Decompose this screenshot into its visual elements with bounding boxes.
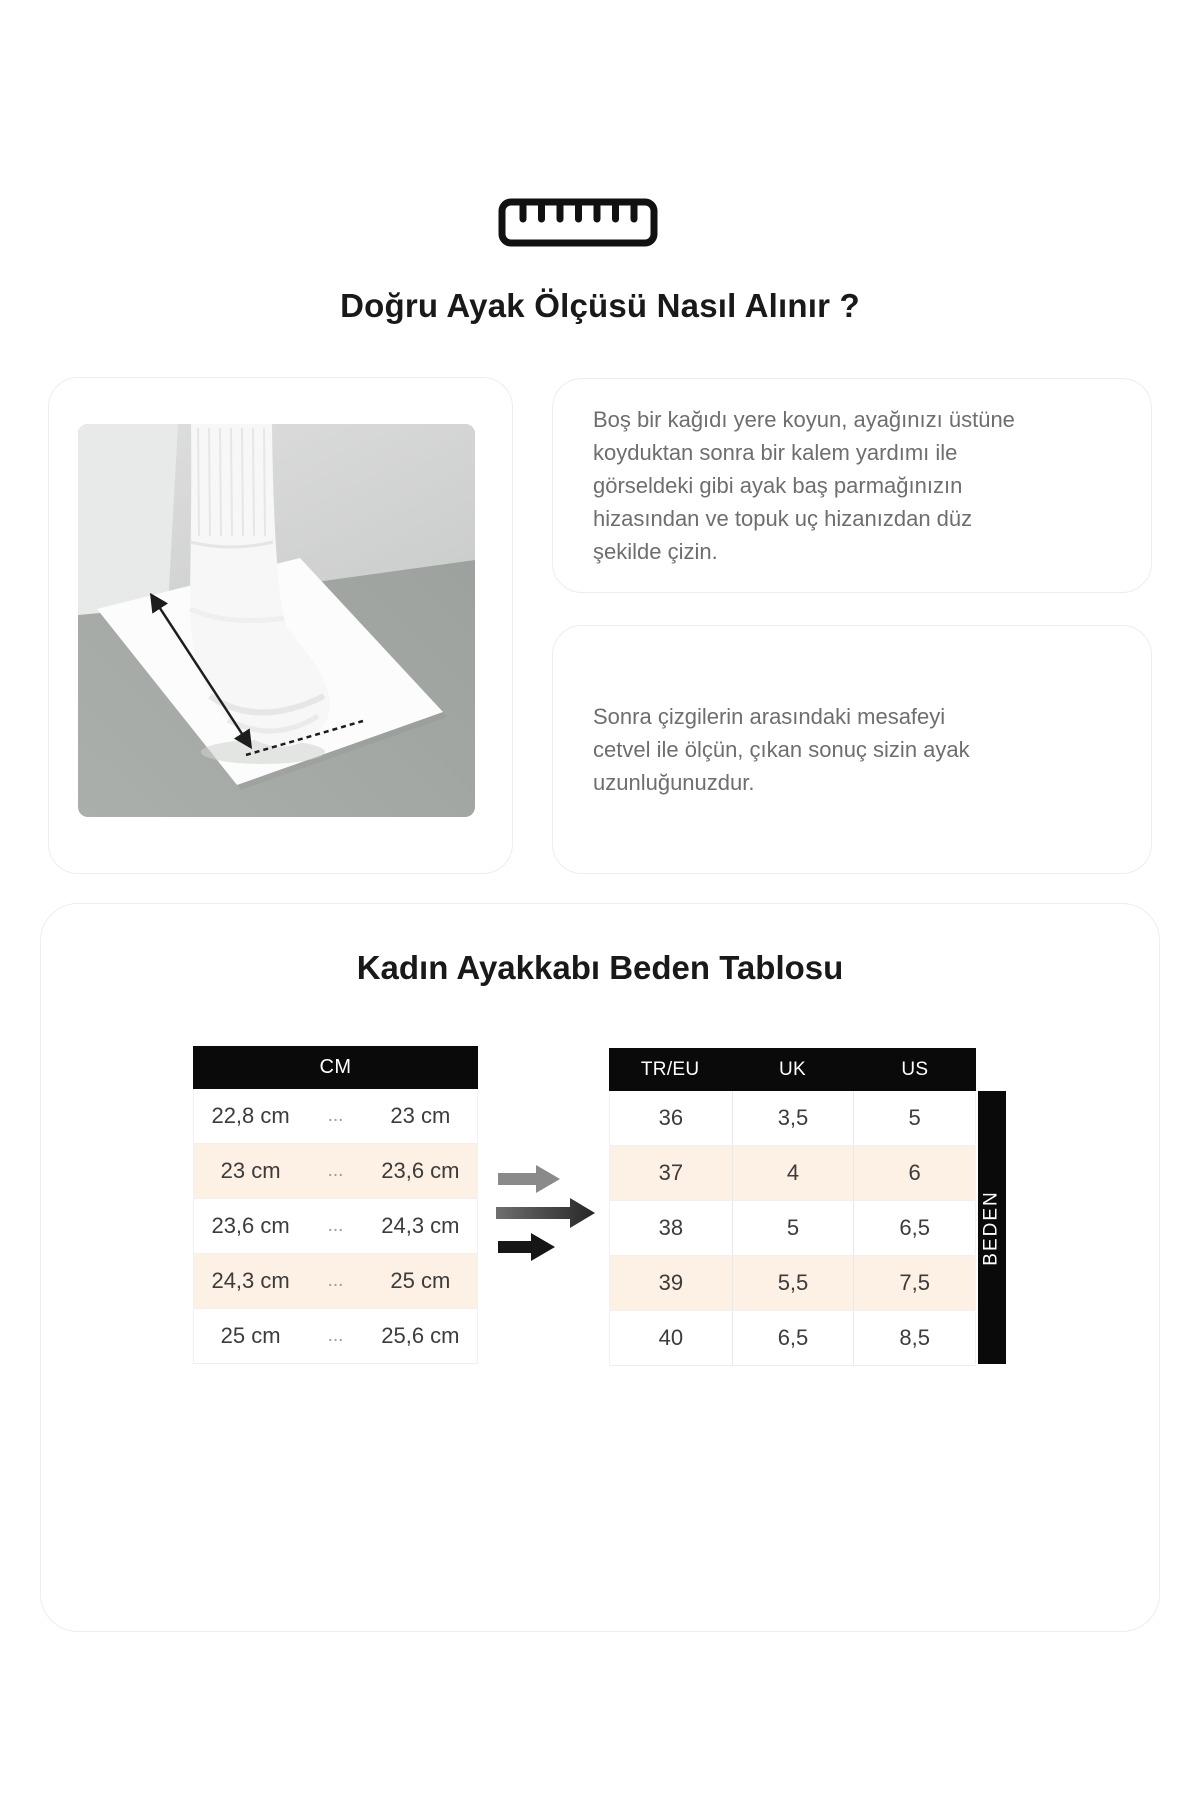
page-title: Doğru Ayak Ölçüsü Nasıl Alınır ?: [340, 287, 860, 324]
table-row: [193, 1089, 478, 1144]
conversion-table-header: [609, 1048, 976, 1091]
cm-max: 25,6 cm: [381, 1323, 460, 1348]
range-dots: ...: [327, 1325, 344, 1346]
size-uk: 5: [732, 1201, 854, 1255]
table-row: [609, 1091, 976, 1146]
range-dots: ...: [327, 1270, 344, 1291]
size-us: 6,5: [853, 1201, 975, 1255]
instruction-line: uzunluğunuzdur.: [593, 770, 755, 795]
size-chart-title: Kadın Ayakkabı Beden Tablosu: [356, 949, 844, 986]
table-row: [193, 1144, 478, 1199]
foot-shadow: [201, 740, 325, 764]
foot-measure-photo: [78, 424, 475, 817]
size-us: 7,5: [853, 1256, 975, 1310]
cm-table-header: CM: [193, 1046, 478, 1089]
size-tr-eu: 38: [658, 1215, 684, 1240]
instruction-text-1: [553, 403, 1151, 568]
arrow-bottom: [498, 1233, 555, 1261]
table-row: [609, 1146, 976, 1201]
size-uk: 5,5: [732, 1256, 854, 1310]
size-side-label: BEDEN: [981, 1189, 1002, 1266]
size-us: 5: [853, 1091, 975, 1145]
size-uk: 3,5: [732, 1091, 854, 1145]
table-row: [609, 1311, 976, 1366]
cm-min: 23,6 cm: [211, 1213, 290, 1238]
cm-min: 22,8 cm: [211, 1103, 290, 1128]
cm-max: 25 cm: [390, 1268, 451, 1293]
ruler-icon: [498, 198, 658, 247]
size-tr-eu: 40: [658, 1325, 684, 1350]
table-row: [193, 1254, 478, 1309]
size-tr-eu: 36: [658, 1105, 684, 1130]
instruction-line: şekilde çizin.: [593, 539, 718, 564]
instruction-text-2: [553, 700, 1151, 799]
size-chart-card: [40, 903, 1160, 1632]
instruction-line: Boş bir kağıdı yere koyun, ayağınızı üstüne: [593, 407, 1015, 432]
instruction-line: Sonra çizgilerin arasındaki mesafeyi: [593, 704, 946, 729]
instruction-line: cetvel ile ölçün, çıkan sonuç sizin ayak: [593, 737, 970, 762]
range-dots: ...: [327, 1160, 344, 1181]
size-us: 8,5: [853, 1311, 975, 1365]
table-row: [193, 1309, 478, 1364]
size-us: 6: [853, 1146, 975, 1200]
wall-left-face: [78, 424, 178, 615]
size-tr-eu: 37: [658, 1160, 684, 1185]
instruction-line: hizasından ve topuk uç hizanızdan düz: [593, 506, 973, 531]
ruler-icon-svg: [498, 198, 658, 247]
cm-max: 24,3 cm: [381, 1213, 460, 1238]
col-uk: UK: [778, 1058, 806, 1080]
range-dots: ...: [327, 1215, 344, 1236]
size-uk: 4: [732, 1146, 854, 1200]
instruction-line: görseldeki gibi ayak baş parmağınızın: [593, 473, 963, 498]
cm-table: [193, 1046, 478, 1364]
instruction-line: koyduktan sonra bir kalem yardımı ile: [593, 440, 958, 465]
size-uk: 6,5: [732, 1311, 854, 1365]
size-tr-eu: 39: [658, 1270, 684, 1295]
arrow-middle: [496, 1198, 595, 1228]
col-tr-eu: TR/EU: [640, 1058, 700, 1080]
conversion-table: [609, 1048, 976, 1366]
instruction-card-1: [552, 378, 1152, 593]
foot-photo-card: [48, 377, 513, 874]
conversion-arrows-icon: [496, 1162, 598, 1262]
table-row: [193, 1199, 478, 1254]
cm-min: 25 cm: [220, 1323, 281, 1348]
table-row: [609, 1201, 976, 1256]
cm-max: 23 cm: [390, 1103, 451, 1128]
cm-min: 24,3 cm: [211, 1268, 290, 1293]
table-row: [609, 1256, 976, 1311]
col-us: US: [901, 1058, 929, 1080]
cm-min: 23 cm: [220, 1158, 281, 1183]
size-side-label-bar: [978, 1091, 1006, 1364]
range-dots: ...: [327, 1105, 344, 1126]
instruction-card-2: [552, 625, 1152, 874]
cm-max: 23,6 cm: [381, 1158, 460, 1183]
arrow-top: [498, 1165, 560, 1193]
